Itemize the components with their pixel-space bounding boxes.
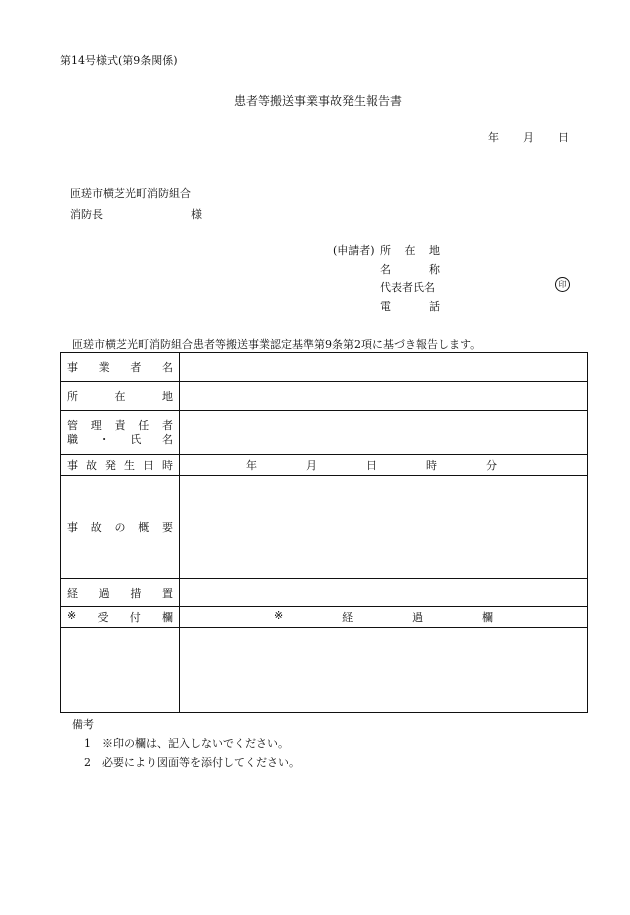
applicant-representative-label: 代表者氏名 (380, 281, 435, 294)
table-row (61, 476, 588, 579)
remarks-item-2: 2 必要により図面等を添付してください。 (84, 756, 300, 769)
char: 事 (67, 361, 78, 374)
char: 地 (162, 390, 173, 403)
char: 管 (67, 418, 78, 432)
reception-header (61, 607, 180, 628)
char: 業 (98, 361, 110, 374)
business-name-label (61, 353, 180, 382)
char: 話 (429, 300, 440, 313)
table-row (61, 579, 588, 607)
table-row (61, 353, 588, 382)
char: 経 (67, 586, 78, 600)
applicant-name-label (380, 261, 440, 277)
progress-column-field[interactable] (180, 628, 588, 713)
char: 理 (90, 418, 102, 432)
char: 受 (97, 611, 109, 624)
table-row (61, 607, 588, 628)
business-name-field[interactable] (180, 353, 588, 382)
unit-minute: 分 (486, 459, 497, 472)
applicant-phone-label (380, 298, 440, 314)
manager-field[interactable] (180, 411, 588, 455)
progress-column-header (180, 607, 588, 628)
unit-day: 日 (366, 459, 377, 472)
table-row (61, 455, 588, 476)
report-table (60, 352, 588, 713)
addressee-chief: 消防長 (70, 208, 103, 221)
date-month: 月 (523, 131, 534, 144)
char: 故 (90, 521, 102, 534)
location-field[interactable] (180, 382, 588, 411)
char: 在 (114, 390, 126, 403)
char: ・ (98, 432, 110, 446)
char: 時 (162, 459, 173, 472)
progress-measures-label (61, 579, 180, 607)
char: 措 (130, 586, 142, 600)
page-title: 患者等搬送事業事故発生報告書 (234, 94, 403, 108)
char: 発 (105, 459, 116, 472)
intro-text: 匝瑳市横芝光町消防組合患者等搬送事業認定基準第9条第2項に基づき報告します。 (72, 338, 482, 351)
char: 経 (342, 611, 354, 624)
unit-month: 月 (306, 459, 317, 472)
unit-hour: 時 (426, 459, 437, 472)
char: 欄 (161, 611, 173, 624)
addressee-honorific: 様 (191, 208, 202, 221)
char: 在 (404, 244, 416, 257)
remarks-item-1: 1 ※印の欄は、記入しないでください。 (84, 737, 289, 750)
char: の (114, 521, 126, 534)
char: 者 (130, 361, 142, 374)
seal-icon: 印 (555, 277, 570, 292)
char: 名 (161, 432, 173, 446)
location-label (61, 382, 180, 411)
date-year: 年 (488, 131, 499, 144)
char: 氏 (130, 432, 142, 446)
date-day: 日 (558, 131, 569, 144)
accident-summary-label (61, 476, 180, 579)
char: 過 (98, 586, 110, 600)
char: 所 (67, 390, 78, 403)
char: 付 (129, 611, 141, 624)
char: ※ (67, 609, 77, 622)
char: 概 (138, 521, 150, 534)
char: 要 (162, 521, 173, 534)
applicant-prefix: (申請者) (333, 244, 375, 257)
char: 電 (380, 300, 391, 313)
applicant-address-label (380, 242, 440, 258)
table-row (61, 382, 588, 411)
progress-measures-field[interactable] (180, 579, 588, 607)
char: 名 (161, 361, 173, 374)
char: 責 (114, 418, 126, 432)
char: 地 (429, 244, 440, 257)
char: 生 (124, 459, 135, 472)
char: 事 (67, 521, 78, 534)
char: 名 (380, 263, 391, 276)
char: 任 (138, 418, 150, 432)
char: 者 (162, 418, 173, 432)
char: ※ (274, 609, 284, 622)
char: 所 (380, 244, 391, 257)
accident-datetime-label (61, 455, 180, 476)
manager-label (61, 411, 180, 455)
addressee-org: 匝瑳市横芝光町消防組合 (70, 187, 191, 200)
char: 置 (161, 586, 173, 600)
table-row (61, 628, 588, 713)
accident-datetime-field[interactable] (180, 455, 588, 476)
char: 称 (429, 263, 440, 276)
char: 故 (86, 459, 97, 472)
char: 日 (143, 459, 154, 472)
char: 欄 (481, 611, 493, 624)
char: 過 (412, 611, 424, 624)
reception-field[interactable] (61, 628, 180, 713)
form-number: 第14号様式(第9条関係) (60, 54, 178, 67)
table-row (61, 411, 588, 455)
char: 職 (67, 432, 78, 446)
unit-year: 年 (246, 459, 257, 472)
accident-summary-field[interactable] (180, 476, 588, 579)
remarks-heading: 備考 (72, 718, 94, 731)
char: 事 (67, 459, 78, 472)
